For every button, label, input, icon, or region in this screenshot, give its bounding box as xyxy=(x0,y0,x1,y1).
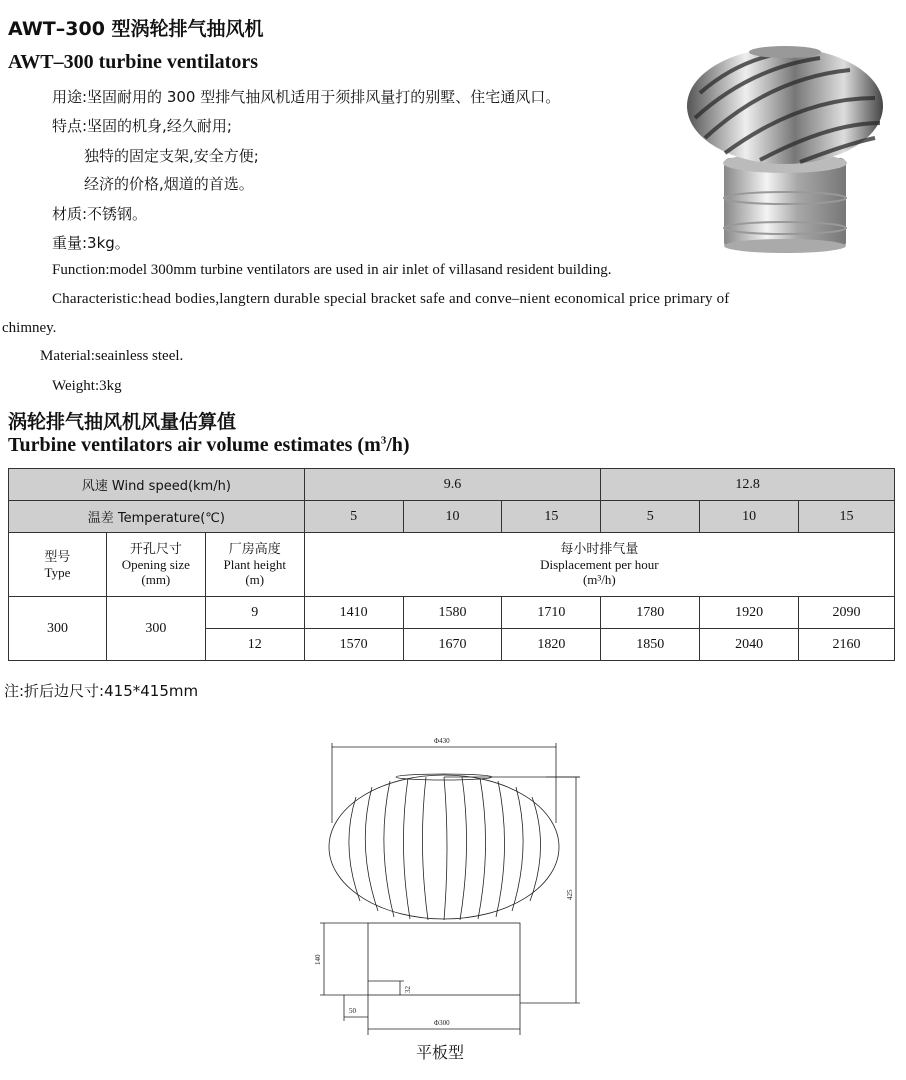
value-cell: 2090 xyxy=(799,597,895,629)
features-text: 特点:坚固的机身,经久耐用; xyxy=(52,117,232,135)
wind-speed-label: 风速 Wind speed(km/h) xyxy=(9,469,305,501)
height-cell: 9 xyxy=(205,597,304,629)
value-cell: 2040 xyxy=(700,629,799,661)
weight-cn-text: 重量:3kg。 xyxy=(52,234,130,252)
title-cn: AWT–300 型涡轮排气抽风机 xyxy=(8,18,264,40)
features-text-3: 经济的价格,烟道的首选。 xyxy=(84,175,254,193)
characteristic-text-cont: chimney. xyxy=(2,320,57,336)
col-opening-en: Opening size xyxy=(121,557,190,572)
table-row xyxy=(9,597,895,629)
material-en-text: Material:seainless steel. xyxy=(40,348,184,364)
col-type-cn: 型号 xyxy=(44,549,71,565)
temperature-label: 温差 Temperature(℃) xyxy=(9,501,305,533)
col-height-en: Plant height xyxy=(223,557,286,572)
dim-flange-label: 32 xyxy=(404,986,412,993)
col-opening-cn: 开孔尺寸 xyxy=(129,542,182,557)
temperature-value: 10 xyxy=(700,501,799,533)
temperature-value: 5 xyxy=(304,501,403,533)
col-disp-cn: 每小时排气量 xyxy=(560,542,639,557)
value-cell: 1920 xyxy=(700,597,799,629)
col-height-header xyxy=(205,533,304,597)
section-title-cn: 涡轮排气抽风机风量估算值 xyxy=(8,411,237,433)
section-title-en: Turbine ventilators air volume estimates $(m^3/h)$ xyxy=(8,434,410,456)
characteristic-text: Characteristic:head bodies,langtern durable special bracket safe and conve–nient economical price primary of xyxy=(52,291,730,307)
temperature-value: 15 xyxy=(799,501,895,533)
air-volume-table xyxy=(8,468,895,661)
dim-top-label: Φ430 xyxy=(434,737,450,745)
title-en: AWT–300 turbine ventilators xyxy=(8,51,258,73)
col-height-cn: 厂房高度 xyxy=(228,542,281,557)
temperature-row xyxy=(9,501,895,533)
col-displacement-header xyxy=(304,533,894,597)
material-cn-text: 材质:不锈钢。 xyxy=(52,205,148,223)
ventilator-photo xyxy=(680,38,890,260)
temperature-value: 5 xyxy=(601,501,700,533)
col-height-unit: (m) xyxy=(245,572,265,587)
value-cell: 2160 xyxy=(799,629,895,661)
dim-base-height-label: 140 xyxy=(314,954,322,965)
value-cell: 1780 xyxy=(601,597,700,629)
dim-bottom-label: Φ300 xyxy=(434,1019,450,1027)
col-disp-unit: (m³/h) xyxy=(582,572,616,587)
note-text: 注:折后边尺寸:415*415mm xyxy=(4,682,199,700)
opening-cell: 300 xyxy=(106,597,205,661)
col-type-header xyxy=(9,533,107,597)
dim-offset-label: 50 xyxy=(349,1007,356,1015)
value-cell: 1670 xyxy=(403,629,502,661)
height-cell: 12 xyxy=(205,629,304,661)
col-opening-header xyxy=(106,533,205,597)
features-text-2: 独特的固定支架,安全方便; xyxy=(84,147,259,165)
value-cell: 1710 xyxy=(502,597,601,629)
col-type-en: Type xyxy=(44,564,71,580)
value-cell: 1820 xyxy=(502,629,601,661)
col-disp-en: Displacement per hour xyxy=(540,557,659,572)
col-opening-unit: (mm) xyxy=(141,572,171,587)
value-cell: 1850 xyxy=(601,629,700,661)
weight-en-text: Weight:3kg xyxy=(52,378,122,394)
type-cell: 300 xyxy=(9,597,107,661)
value-cell: 1570 xyxy=(304,629,403,661)
value-cell: 1580 xyxy=(403,597,502,629)
value-cell: 1410 xyxy=(304,597,403,629)
temperature-value: 10 xyxy=(403,501,502,533)
temperature-value: 15 xyxy=(502,501,601,533)
technical-drawing xyxy=(300,725,600,1035)
wind-speed-value: 9.6 xyxy=(304,469,601,501)
wind-speed-row xyxy=(9,469,895,501)
drawing-caption: 平板型 xyxy=(416,1043,465,1062)
usage-text: 用途:坚固耐用的 300 型排气抽风机适用于须排风量打的别墅、住宅通风口。 xyxy=(52,88,561,106)
column-header-row xyxy=(9,533,895,597)
function-text: Function:model 300mm turbine ventilators are used in air inlet of villasand resident building. xyxy=(52,262,612,278)
wind-speed-value: 12.8 xyxy=(601,469,895,501)
dim-height-label: 425 xyxy=(566,889,574,900)
